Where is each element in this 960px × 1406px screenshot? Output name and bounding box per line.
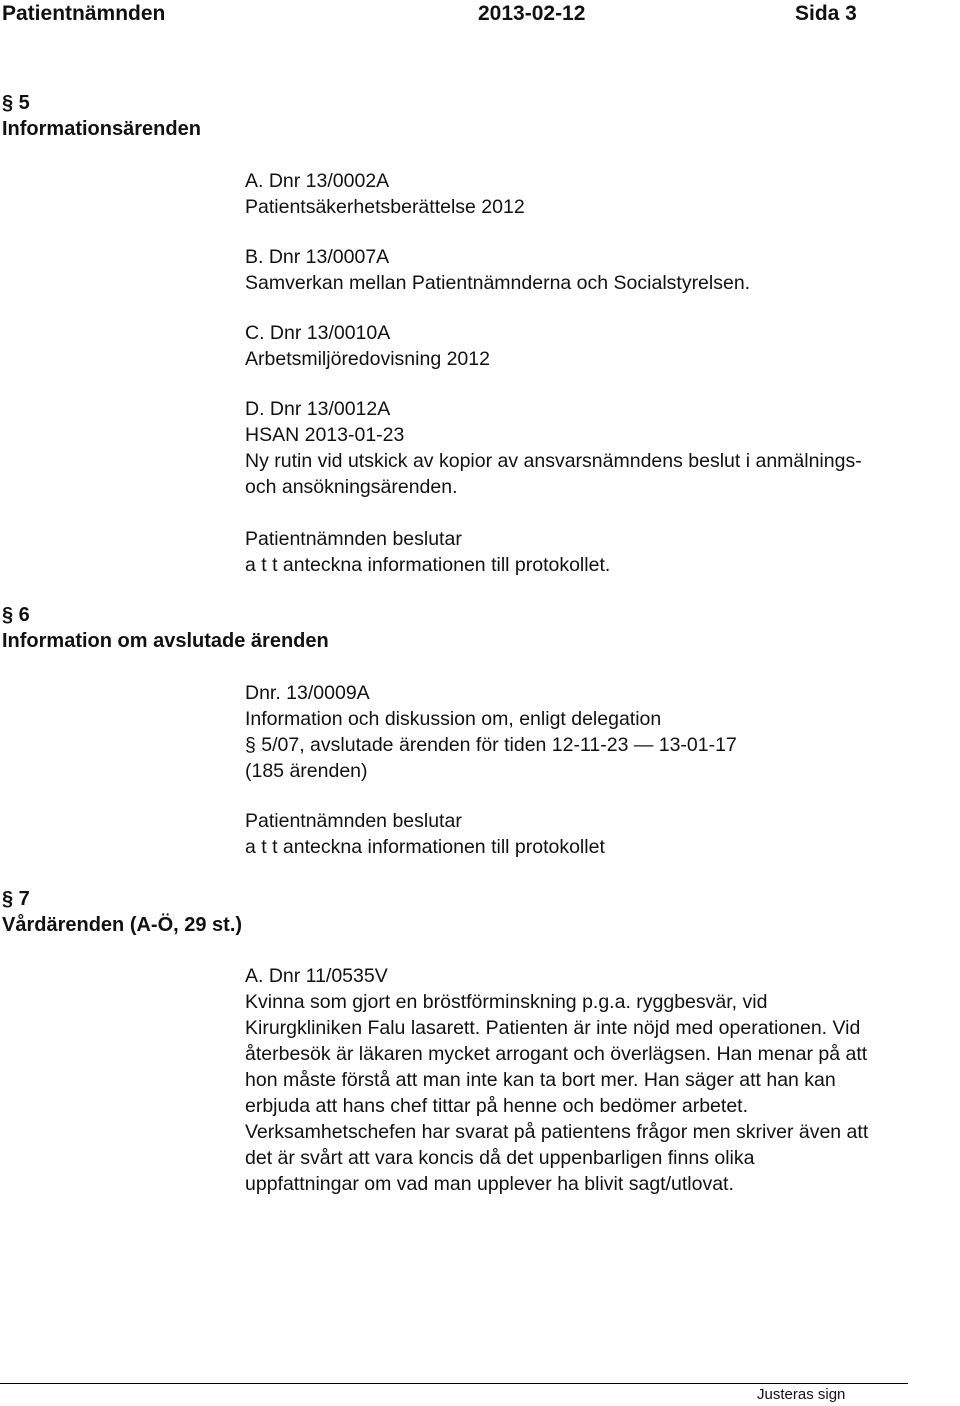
case-line: Kirurgkliniken Falu lasarett. Patienten är inte nöjd med operationen. Vid	[245, 1017, 861, 1039]
case-dnr: A. Dnr 11/0535V	[245, 965, 388, 987]
section-7-case	[245, 963, 868, 1197]
decision-text: a t t anteckna informationen till protokollet.	[245, 554, 611, 576]
item-a-title: Patientsäkerhetsberättelse 2012	[245, 196, 525, 218]
item-c-dnr: C. Dnr 13/0010A	[245, 322, 391, 344]
document-title: Patientnämnden	[2, 2, 166, 25]
signature-line	[0, 1383, 908, 1384]
item-d-title: HSAN 2013-01-23	[245, 424, 405, 446]
item-a-dnr: A. Dnr 13/0002A	[245, 170, 390, 192]
section-7-number: § 7	[2, 888, 30, 910]
document-date: 2013-02-12	[478, 2, 586, 25]
item-d-desc-1: Ny rutin vid utskick av kopior av ansvarsnämndens beslut i anmälnings-	[245, 450, 862, 472]
signature-label: Justeras sign	[757, 1386, 846, 1403]
section-6-number: § 6	[2, 604, 30, 626]
item-b-dnr: B. Dnr 13/0007A	[245, 246, 390, 268]
decision-label: Patientnämnden beslutar	[245, 810, 462, 832]
section-5-number: § 5	[2, 92, 30, 114]
section-5-item-c	[245, 320, 490, 372]
section-6-body	[245, 680, 737, 784]
section-5-title: Informationsärenden	[2, 118, 201, 140]
item-d-desc-2: och ansökningsärenden.	[245, 476, 458, 498]
section-5-item-b	[245, 244, 750, 296]
section-6-decision	[245, 808, 605, 860]
decision-label: Patientnämnden beslutar	[245, 528, 462, 550]
section-5-decision	[245, 526, 610, 578]
case-line: Kvinna som gjort en bröstförminskning p.g.a. ryggbesvär, vid	[245, 991, 768, 1013]
section-6-dnr: Dnr. 13/0009A	[245, 682, 370, 704]
section-6-desc-2: § 5/07, avslutade ärenden för tiden 12-11-23 — 13-01-17	[245, 734, 737, 756]
case-line: uppfattningar om vad man upplever ha blivit sagt/utlovat.	[245, 1173, 734, 1195]
section-6-desc-3: (185 ärenden)	[245, 760, 368, 782]
page-number: Sida 3	[795, 2, 857, 25]
case-line: det är svårt att vara koncis då det uppenbarligen finns olika	[245, 1147, 755, 1169]
case-line: hon måste förstå att man inte kan ta bort mer. Han säger att han kan	[245, 1069, 836, 1091]
decision-text: a t t anteckna informationen till protokollet	[245, 836, 605, 858]
case-line: erbjuda att hans chef tittar på henne och bedömer arbetet.	[245, 1095, 749, 1117]
section-5-item-a	[245, 168, 525, 220]
case-line: återbesök är läkaren mycket arrogant och överlägsen. Han menar på att	[245, 1043, 868, 1065]
item-c-title: Arbetsmiljöredovisning 2012	[245, 348, 490, 370]
section-5-item-d	[245, 396, 862, 500]
section-6-desc-1: Information och diskussion om, enligt delegation	[245, 708, 662, 730]
case-line: Verksamhetschefen har svarat på patientens frågor men skriver även att	[245, 1121, 869, 1143]
section-7-title: Vårdärenden (A-Ö, 29 st.)	[2, 914, 243, 936]
section-6-title: Information om avslutade ärenden	[2, 630, 329, 652]
item-b-title: Samverkan mellan Patientnämnderna och Socialstyrelsen.	[245, 272, 751, 294]
item-d-dnr: D. Dnr 13/0012A	[245, 398, 391, 420]
